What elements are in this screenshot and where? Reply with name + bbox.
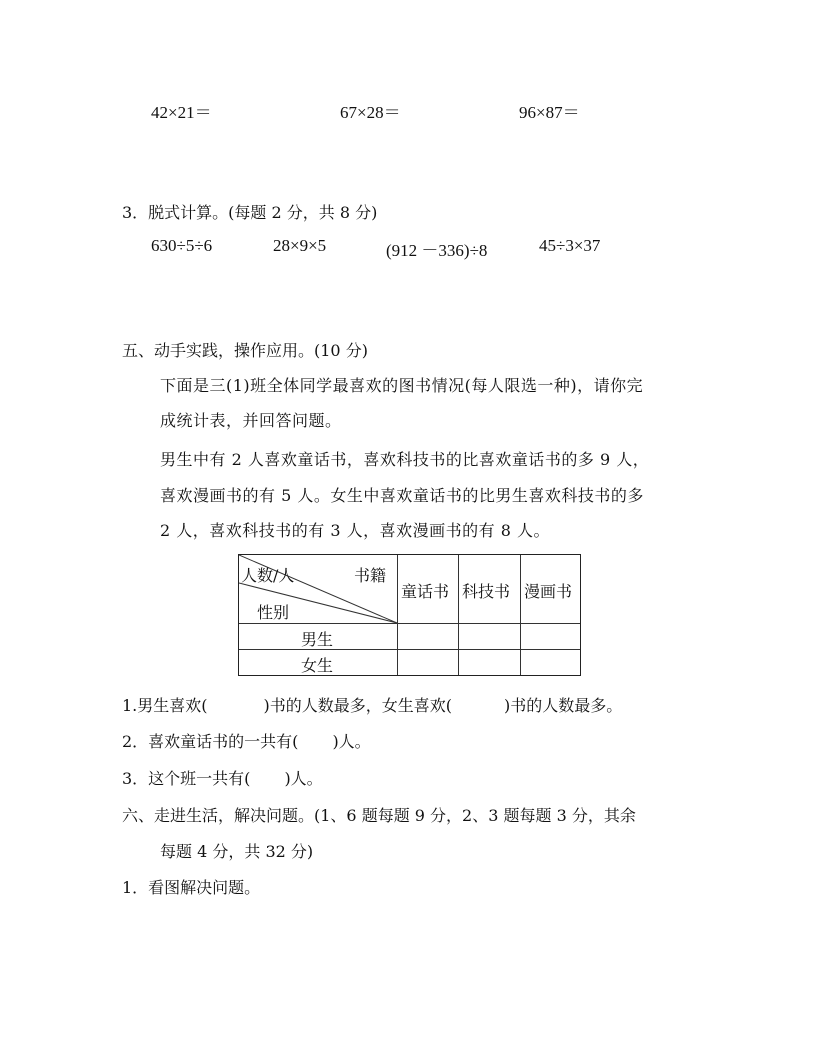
statistics-table [238,554,581,676]
section5-info-line-2: 喜欢漫画书的有 5 人。女生中喜欢童话书的比男生喜欢科技书的多 [160,486,644,505]
table-col-divider-2 [458,555,459,675]
table-corner-gender-label: 性别 [257,603,290,622]
q3-expression-1: 630÷5÷6 [151,236,213,255]
q2-part-b: )人。 [332,732,371,751]
section6-title-line-2: 每题 4 分，共 32 分) [160,842,314,861]
table-header-comics: 漫画书 [524,582,573,601]
calc-expression-1: 42×21＝ [151,103,212,122]
section6-question-1: 1．看图解决问题。 [122,878,261,897]
section5-info-line-1: 男生中有 2 人喜欢童话书，喜欢科技书的比喜欢童话书的多 9 人， [160,450,650,469]
section5-question-3 [122,766,323,789]
q3-part-b: )人。 [284,769,323,788]
q3-title: 3．脱式计算。(每题 2 分，共 8 分) [122,203,378,222]
table-col-divider-1 [397,555,398,675]
q3-part-a: 3．这个班一共有( [122,769,251,788]
table-header-fairy-tale: 童话书 [401,582,450,601]
section5-question-2 [122,729,371,752]
table-row-girls: 女生 [301,656,334,675]
table-row-divider-1 [239,623,580,624]
table-corner-count-label: 人数/人 [241,566,295,585]
q1-part-a: 1.男生喜欢( [122,696,208,715]
section5-intro-line-1: 下面是三(1)班全体同学最喜欢的图书情况(每人限选一种)，请你完 [160,376,644,395]
table-row-divider-2 [239,649,580,650]
section5-intro-line-2: 成统计表，并回答问题。 [160,411,342,430]
q3-expression-2: 28×9×5 [273,236,327,255]
q1-part-c: )书的人数最多。 [504,696,623,715]
calc-expression-3: 96×87＝ [519,103,580,122]
q3-expression-3: (912 －336)÷8 [386,241,488,260]
table-corner-book-label: 书籍 [354,566,387,585]
section5-info-line-3: 2 人，喜欢科技书的有 3 人，喜欢漫画书的有 8 人。 [160,521,550,540]
section5-question-1 [122,693,622,716]
section5-title: 五、动手实践，操作应用。(10 分) [122,341,368,360]
q1-part-b: )书的人数最多，女生喜欢( [263,696,453,715]
table-col-divider-3 [520,555,521,675]
table-row-boys: 男生 [301,630,334,649]
section6-title-line-1: 六、走进生活，解决问题。(1、6 题每题 9 分，2、3 题每题 3 分，其余 [122,806,636,825]
calc-expression-2: 67×28＝ [340,103,401,122]
table-header-science: 科技书 [462,582,511,601]
q3-expression-4: 45÷3×37 [539,236,601,255]
q2-part-a: 2．喜欢童话书的一共有( [122,732,299,751]
